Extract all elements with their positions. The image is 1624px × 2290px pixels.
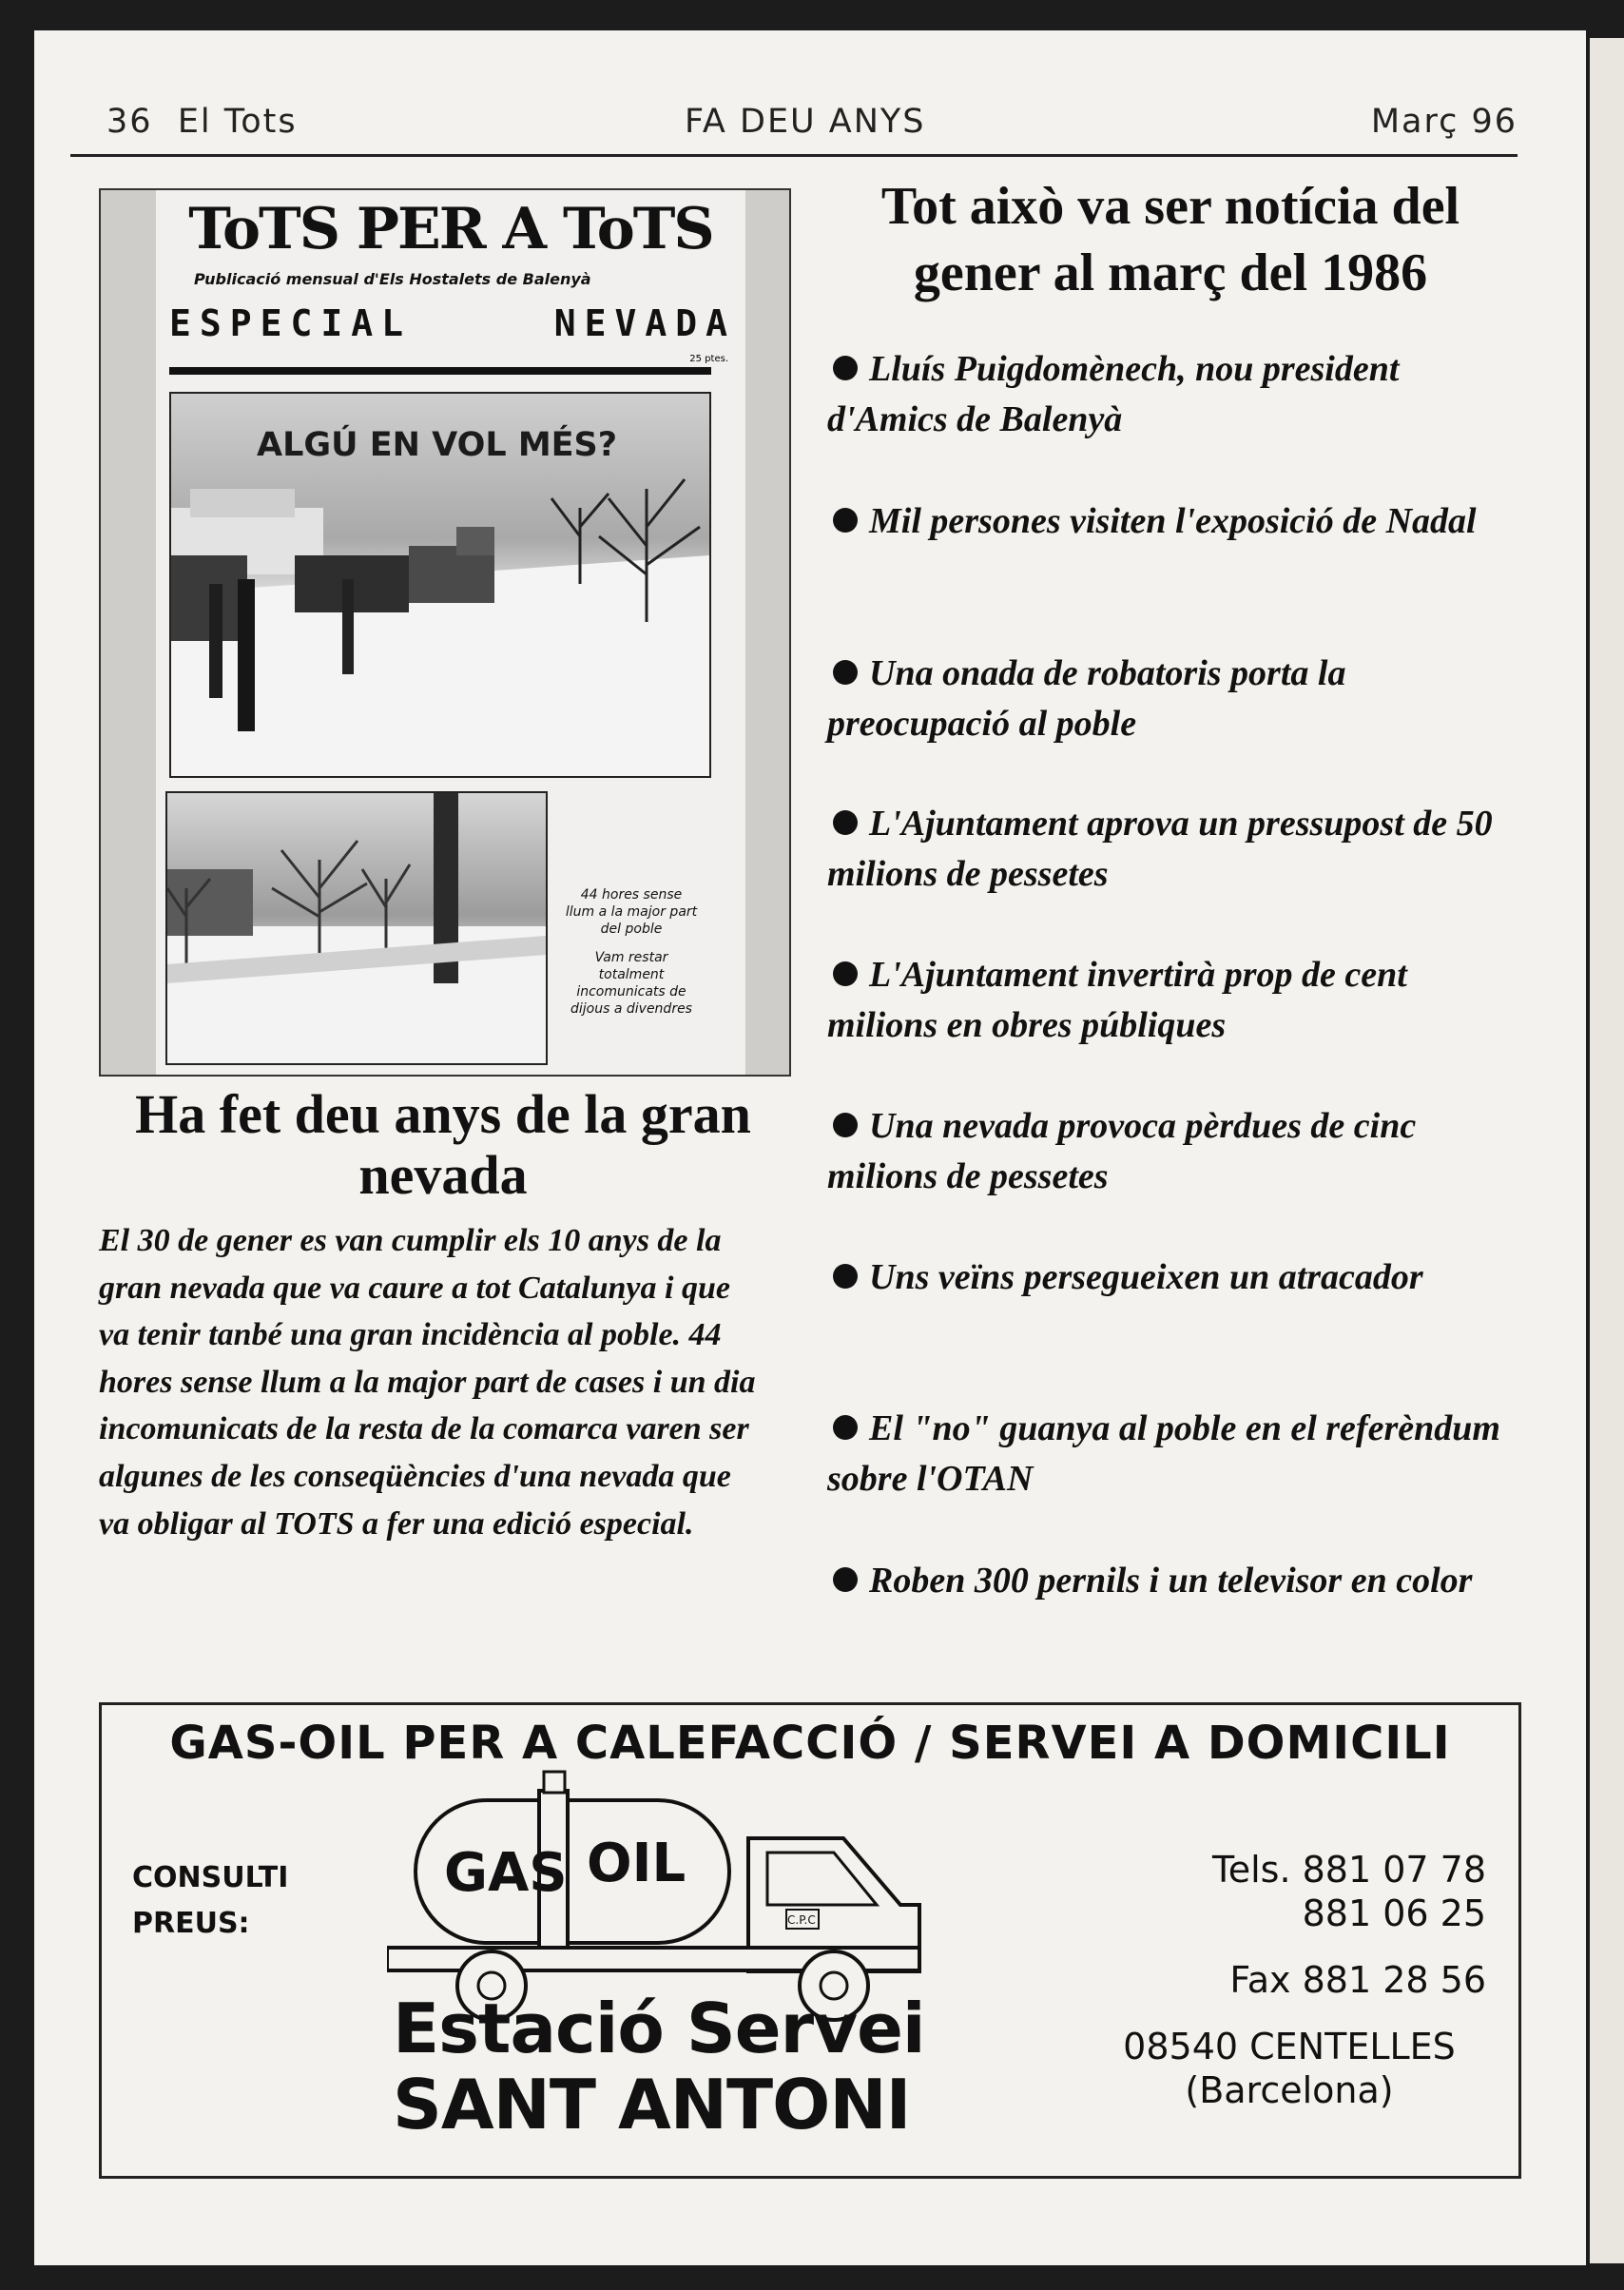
masthead-rule — [169, 367, 711, 375]
section-title: FA DEU ANYS — [685, 103, 926, 141]
news-item-text: L'Ajuntament invertirà prop de cent milions en obres públiques — [827, 955, 1407, 1045]
news-item-text: Uns veïns persegueixen un atracador — [869, 1257, 1423, 1297]
consult-prices — [132, 1855, 288, 1947]
province: (Barcelona) — [1185, 2069, 1394, 2111]
caption-line-2: Vam restar totalment incomunicats de dijous a divendres — [570, 950, 692, 1017]
phone-2: 881 06 25 — [1302, 1892, 1486, 1934]
news-item-text: Una nevada provoca pèrdues de cinc milions de pessetes — [827, 1106, 1417, 1196]
station-name-line-1: Estació Servei — [393, 1989, 925, 2068]
fax-number: Fax 881 28 56 — [1229, 1959, 1486, 2001]
news-item-text: Una onada de robatoris porta la preocupació al poble — [827, 653, 1346, 744]
header-left — [106, 103, 298, 141]
station-name-line-2: SANT ANTONI — [393, 2065, 911, 2144]
news-item-text: Lluís Puigdomènech, nou president d'Amics de Balenyà — [827, 349, 1400, 439]
gasoil-advertisement — [99, 1702, 1521, 2179]
bullet-icon — [833, 1567, 858, 1592]
page-number: 36 — [106, 103, 153, 141]
facing-page-edge — [1590, 38, 1624, 2263]
station-name — [393, 1990, 925, 2143]
masthead-subtitle: Publicació mensual d'Els Hostalets de Balenyà — [194, 270, 591, 288]
news-item — [827, 344, 1521, 445]
snow-street-photo — [169, 392, 711, 778]
consulti-label: CONSULTI — [132, 1861, 289, 1894]
photo-headline: ALGÚ EN VOL MÉS? — [257, 426, 618, 464]
news-item — [827, 1556, 1521, 1606]
masthead: ToTS PER A ToTS — [188, 196, 713, 262]
news-item — [827, 1404, 1521, 1504]
news-item — [827, 799, 1521, 900]
phone-1: Tels. 881 07 78 — [1211, 1849, 1486, 1891]
newspaper-clipping — [99, 188, 791, 1077]
postal-city: 08540 CENTELLES — [1123, 2026, 1456, 2067]
bullet-icon — [833, 1415, 858, 1440]
news-item-text: El "no" guanya al poble en el referèndum sobre l'OTAN — [827, 1408, 1500, 1499]
tank-label-oil: OIL — [587, 1833, 686, 1894]
ad-headline: GAS-OIL PER A CALEFACCIÓ / SERVEI A DOMICILI — [169, 1717, 1451, 1770]
clipping-front-page — [156, 190, 745, 1075]
contact-block — [1087, 1848, 1486, 2112]
issue-date: Març 96 — [1370, 103, 1518, 141]
nevada-headline: Ha fet deu anys de la gran nevada — [135, 1083, 751, 1206]
bullet-icon — [833, 1264, 858, 1289]
news-item-text: Roben 300 pernils i un televisor en color — [869, 1561, 1473, 1601]
news-item-text: L'Ajuntament aprova un pressupost de 50 milions de pessetes — [827, 804, 1493, 894]
clipping-caption — [565, 886, 698, 1018]
bullet-icon — [833, 660, 858, 685]
snowy-park-photo-art — [167, 793, 546, 1063]
nevada-word: NEVADA — [553, 302, 736, 344]
news-item — [827, 950, 1521, 1051]
news-item — [827, 1252, 1521, 1303]
news-headline: Tot això va ser notícia del gener al març del 1986 — [880, 177, 1460, 302]
news-item — [827, 496, 1521, 547]
caption-line-1: 44 hores sense llum a la major part del poble — [565, 887, 698, 937]
bullet-icon — [833, 1113, 858, 1137]
nevada-body: El 30 de gener es van cumplir els 10 anys de la gran nevada que va caure a tot Catalunya i que va tenir tanbé una gran incidència al poble. 44 hores sense llum a la major part de cases i un dia incomunicats de la resta de la comarca varen ser algunes de les conseqüències d'una nevada que va obligar al TOTS a fer una edició especial. — [99, 1223, 756, 1542]
tank-label-gas: GAS — [444, 1842, 568, 1904]
bullet-icon — [833, 508, 858, 533]
news-item — [827, 1101, 1521, 1202]
publication-name: El Tots — [177, 103, 298, 141]
price-label: 25 ptes. — [689, 354, 728, 364]
special-word: ESPECIAL — [169, 302, 413, 344]
page-header — [70, 95, 1518, 157]
cab-logo-text: C.P.C — [787, 1913, 816, 1927]
news-item — [827, 649, 1521, 749]
news-item-text: Mil persones visiten l'exposició de Nadal — [869, 501, 1477, 541]
preus-label: PREUS: — [132, 1907, 250, 1940]
bullet-icon — [833, 356, 858, 380]
snowy-park-photo — [165, 791, 548, 1065]
bullet-icon — [833, 810, 858, 835]
bullet-icon — [833, 961, 858, 986]
